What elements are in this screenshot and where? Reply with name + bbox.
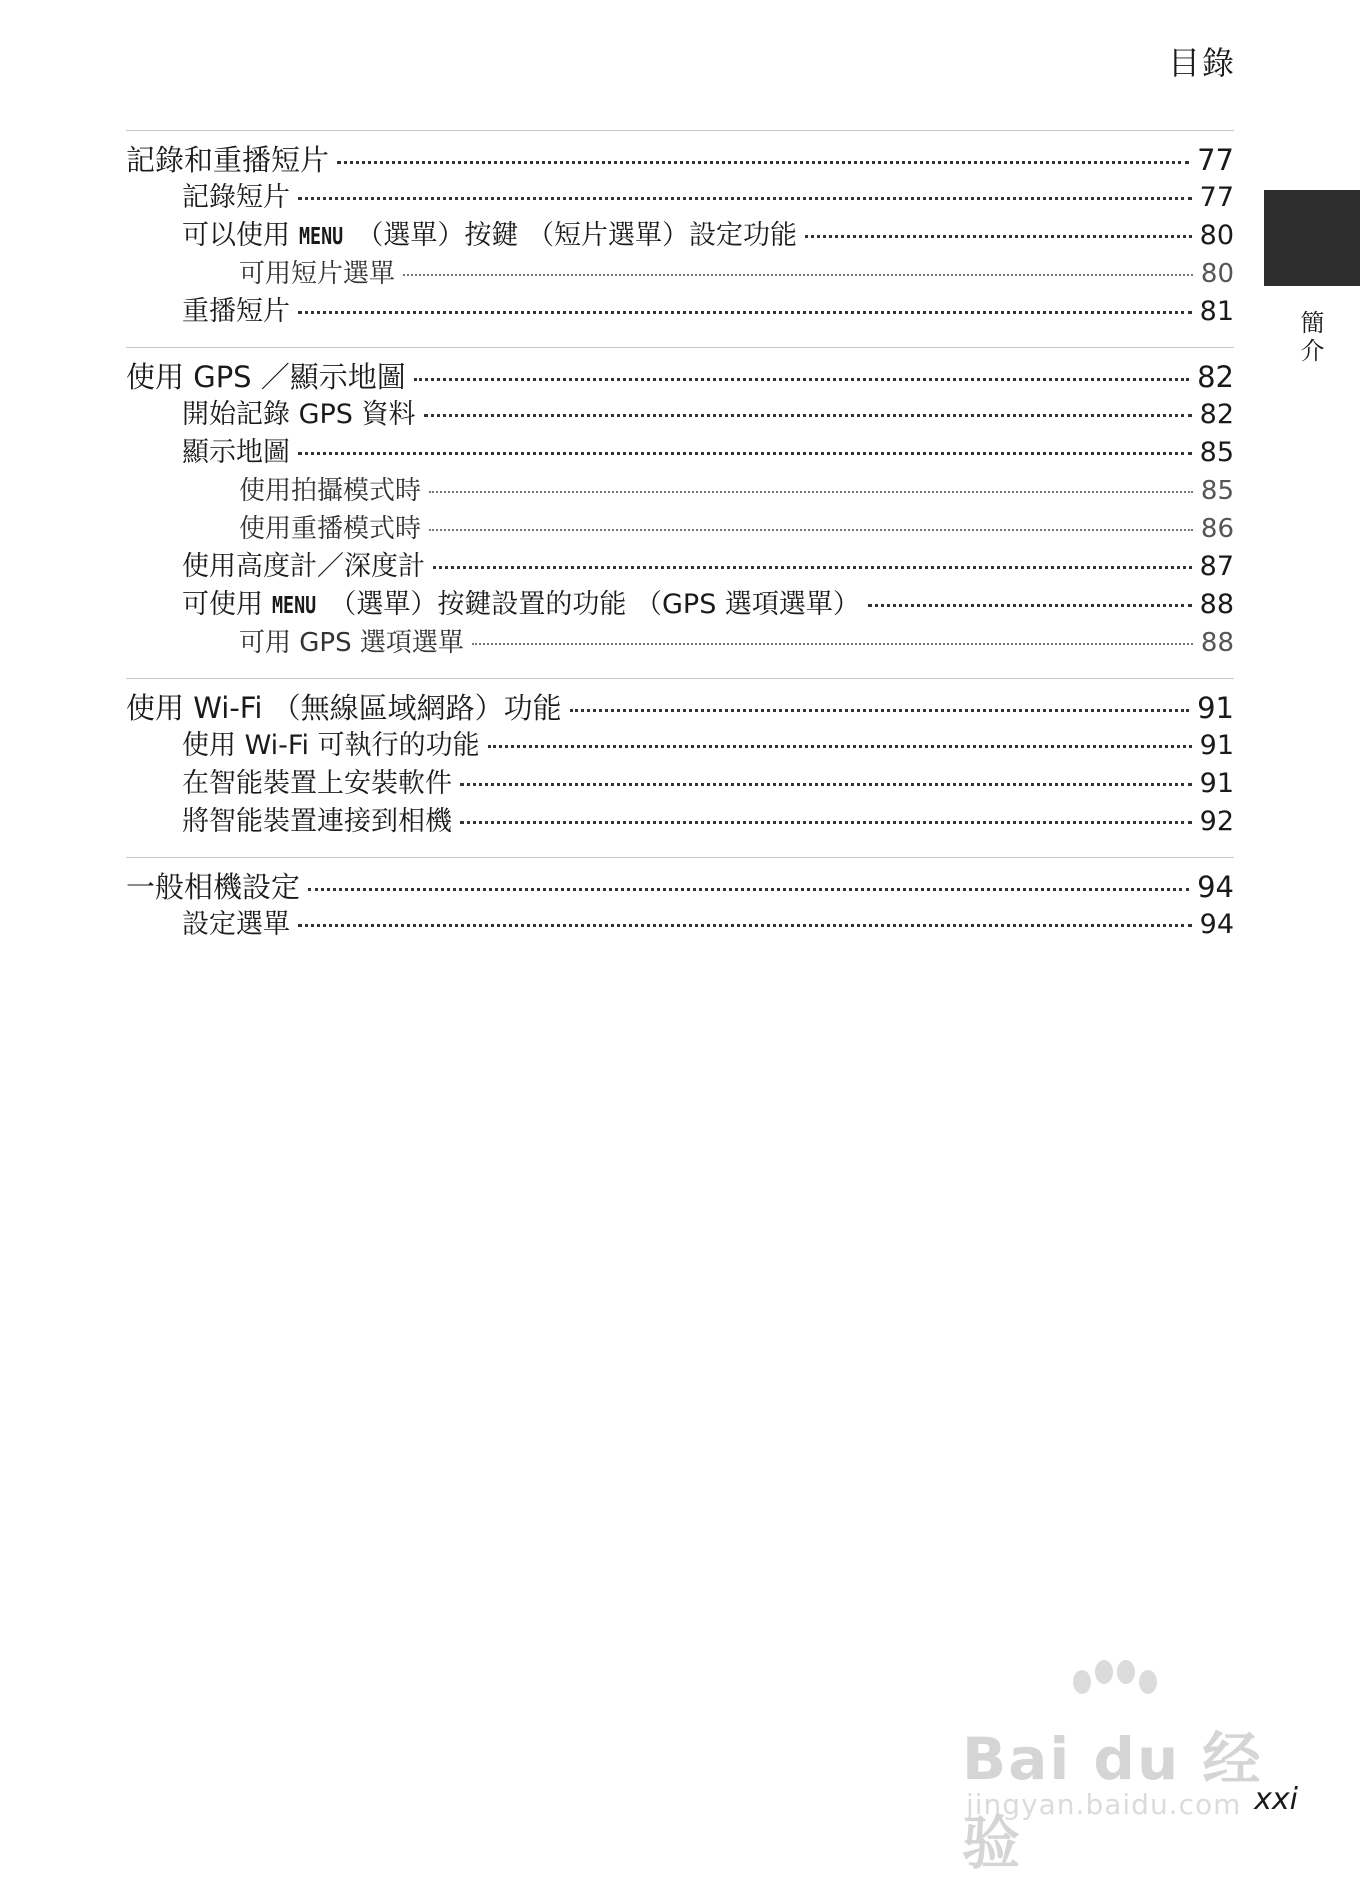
toc-entry[interactable] xyxy=(126,689,1234,727)
toc-entry-label: 一般相機設定 xyxy=(126,870,301,904)
toc-entry[interactable] xyxy=(126,141,1234,179)
dot-leader xyxy=(805,235,1192,238)
toc-entry-label: 可用短片選單 xyxy=(239,259,396,289)
toc-entry-page: 94 xyxy=(1199,909,1234,940)
toc-entry-label xyxy=(182,217,797,256)
toc-entry-label: 使用 Wi-Fi 可執行的功能 xyxy=(182,730,480,761)
toc-entry[interactable] xyxy=(126,434,1234,472)
dot-leader xyxy=(403,274,1193,276)
dot-leader xyxy=(868,604,1192,607)
watermark-url: jingyan.baidu.com xyxy=(966,1788,1242,1821)
dot-leader xyxy=(298,197,1192,200)
toc-entry-label: 記錄短片 xyxy=(182,182,290,213)
toc-entry-page: 86 xyxy=(1200,514,1234,544)
toc-entry-label: 使用 Wi-Fi （無線區域網路）功能 xyxy=(126,691,562,725)
toc-entry-page: 80 xyxy=(1200,259,1234,289)
toc-entry-label: 使用重播模式時 xyxy=(239,514,422,544)
toc-entry-label: 顯示地圖 xyxy=(182,437,290,468)
toc-entry[interactable] xyxy=(126,396,1234,434)
toc-entry-page: 77 xyxy=(1199,182,1234,213)
toc-entry-page: 88 xyxy=(1200,628,1234,658)
side-tab-label: 簡介 xyxy=(1296,310,1324,366)
toc-entry-label-pre: 可以使用 xyxy=(182,220,299,251)
dot-leader xyxy=(424,414,1192,417)
dot-leader xyxy=(298,924,1192,927)
watermark xyxy=(962,1660,1292,1877)
toc-entry-label: 將智能裝置連接到相機 xyxy=(182,806,452,837)
toc-entry-label: 記錄和重播短片 xyxy=(126,143,330,177)
toc-entry-label: 使用拍攝模式時 xyxy=(239,476,422,506)
toc-section xyxy=(126,130,1234,347)
toc-entry[interactable] xyxy=(126,906,1234,944)
toc-entry[interactable] xyxy=(126,868,1234,906)
toc-entry-page: 91 xyxy=(1197,691,1234,725)
toc-entry[interactable] xyxy=(126,255,1234,293)
side-tab-block xyxy=(1264,190,1360,286)
toc-entry-label-pre: 可使用 xyxy=(182,589,272,620)
toc-entry-label-post: （選單）按鍵設置的功能 （GPS 選項選單） xyxy=(320,589,860,620)
toc-entry[interactable] xyxy=(126,179,1234,217)
toc-entry-page: 94 xyxy=(1197,870,1234,904)
toc-entry-label xyxy=(182,586,860,625)
dot-leader xyxy=(433,566,1192,569)
toc-section xyxy=(126,678,1234,857)
dot-leader xyxy=(570,709,1189,712)
dot-leader xyxy=(298,311,1192,314)
toc-entry-page: 88 xyxy=(1199,589,1234,620)
dot-leader xyxy=(337,161,1189,164)
toc-entry-page: 77 xyxy=(1197,143,1234,177)
toc-entry[interactable] xyxy=(126,803,1234,841)
toc-entry-label: 開始記錄 GPS 資料 xyxy=(182,399,416,430)
toc-entry-page: 85 xyxy=(1199,437,1234,468)
toc-entry-page: 82 xyxy=(1197,360,1234,394)
toc-entry-page: 80 xyxy=(1199,220,1234,251)
dot-leader xyxy=(488,745,1192,748)
watermark-text: Bai du 经验 xyxy=(962,1725,1263,1877)
page-header-title: 目錄 xyxy=(1167,44,1236,82)
toc-entry-page: 85 xyxy=(1200,476,1234,506)
toc-entry-label: 使用高度計／深度計 xyxy=(182,551,425,582)
dot-leader xyxy=(429,491,1193,493)
toc-entry-label: 使用 GPS ／顯示地圖 xyxy=(126,360,406,394)
toc-entry-label: 設定選單 xyxy=(182,909,290,940)
toc-entry-page: 91 xyxy=(1199,730,1234,761)
toc-entry[interactable] xyxy=(126,727,1234,765)
toc-entry-page: 92 xyxy=(1199,806,1234,837)
toc-entry-label: 可用 GPS 選項選單 xyxy=(239,628,464,658)
toc-entry[interactable] xyxy=(126,472,1234,510)
dot-leader xyxy=(414,378,1189,381)
dot-leader xyxy=(460,783,1192,786)
toc-entry[interactable] xyxy=(126,586,1234,624)
page-number: xxi xyxy=(1254,1782,1298,1817)
toc-entry[interactable] xyxy=(126,624,1234,662)
toc-entry-page: 82 xyxy=(1199,399,1234,430)
toc-entry[interactable] xyxy=(126,765,1234,803)
toc-entry-label-post: （選單）按鍵 （短片選單）設定功能 xyxy=(347,220,798,251)
toc-entry[interactable] xyxy=(126,217,1234,255)
paw-icon xyxy=(962,1660,1292,1720)
toc-entry[interactable] xyxy=(126,293,1234,331)
menu-key-icon: MENU xyxy=(298,224,343,250)
dot-leader xyxy=(308,888,1189,891)
dot-leader xyxy=(472,643,1193,645)
toc-entry-page: 81 xyxy=(1199,296,1234,327)
toc-section xyxy=(126,347,1234,678)
toc-entry[interactable] xyxy=(126,510,1234,548)
dot-leader xyxy=(429,529,1193,531)
table-of-contents xyxy=(126,130,1234,960)
toc-entry-page: 91 xyxy=(1199,768,1234,799)
toc-section xyxy=(126,857,1234,960)
toc-entry-label: 重播短片 xyxy=(182,296,290,327)
toc-entry[interactable] xyxy=(126,548,1234,586)
toc-entry-page: 87 xyxy=(1199,551,1234,582)
menu-key-icon: MENU xyxy=(271,593,316,619)
toc-entry[interactable] xyxy=(126,358,1234,396)
dot-leader xyxy=(298,452,1192,455)
dot-leader xyxy=(460,821,1192,824)
toc-entry-label: 在智能裝置上安裝軟件 xyxy=(182,768,452,799)
